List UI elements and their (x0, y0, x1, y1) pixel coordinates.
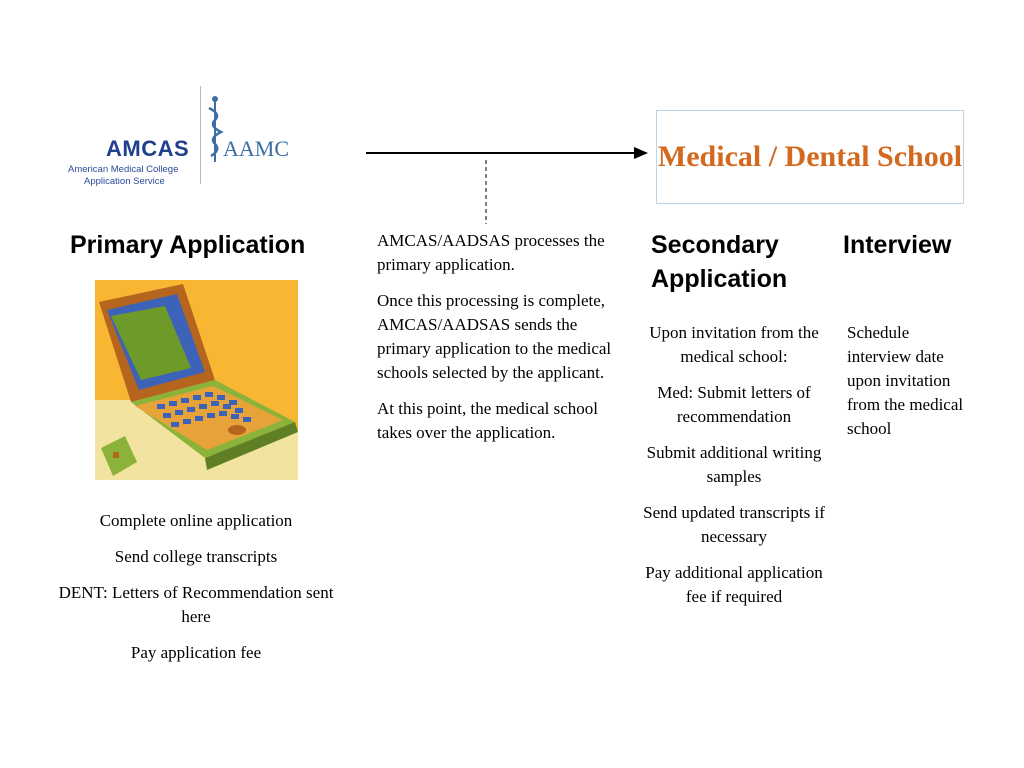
processing-note: AMCAS/AADSAS processes the primary application. (377, 231, 605, 274)
secondary-step: Send updated transcripts if necessary (643, 503, 825, 546)
amcas-logo-subtitle-line2: Application Service (84, 176, 165, 187)
interview-heading: Interview (843, 231, 952, 259)
primary-step: Complete online application (99, 511, 293, 530)
processing-notes (377, 229, 622, 457)
secondary-step: Submit additional writing samples (646, 443, 822, 486)
secondary-application-steps (640, 321, 828, 621)
destination-box (656, 110, 964, 204)
secondary-application-heading: Secondary Application (651, 231, 788, 293)
destination-label: Medical / Dental School (657, 140, 963, 173)
interview-text: Schedule interview date upon invitation from the medical school (847, 323, 964, 438)
amcas-logo-text: AMCAS (106, 136, 190, 161)
primary-step: Send college transcripts (114, 547, 278, 566)
flow-arrow (366, 140, 648, 226)
secondary-step: Pay additional application fee if required (645, 563, 823, 606)
amcas-logo-subtitle-line1: American Medical College (68, 164, 179, 175)
amcas-aamc-logo (60, 84, 300, 194)
primary-step: DENT: Letters of Recommendation sent here (58, 583, 334, 626)
primary-step: Pay application fee (130, 643, 262, 662)
processing-note: At this point, the medical school takes over the application. (377, 399, 598, 442)
secondary-step: Med: Submit letters of recommendation (657, 383, 811, 426)
interview-details (847, 321, 977, 453)
processing-note: Once this processing is complete, AMCAS/AADSAS sends the primary application to the medical schools selected by the applicant. (377, 291, 612, 382)
caduceus-icon (205, 94, 225, 164)
laptop-icon (95, 280, 298, 480)
secondary-step: Upon invitation from the medical school: (649, 323, 819, 366)
primary-application-heading: Primary Application (70, 231, 306, 259)
logo-divider (200, 86, 201, 184)
primary-application-steps (46, 509, 346, 677)
aamc-logo-text: AAMC (223, 136, 290, 161)
